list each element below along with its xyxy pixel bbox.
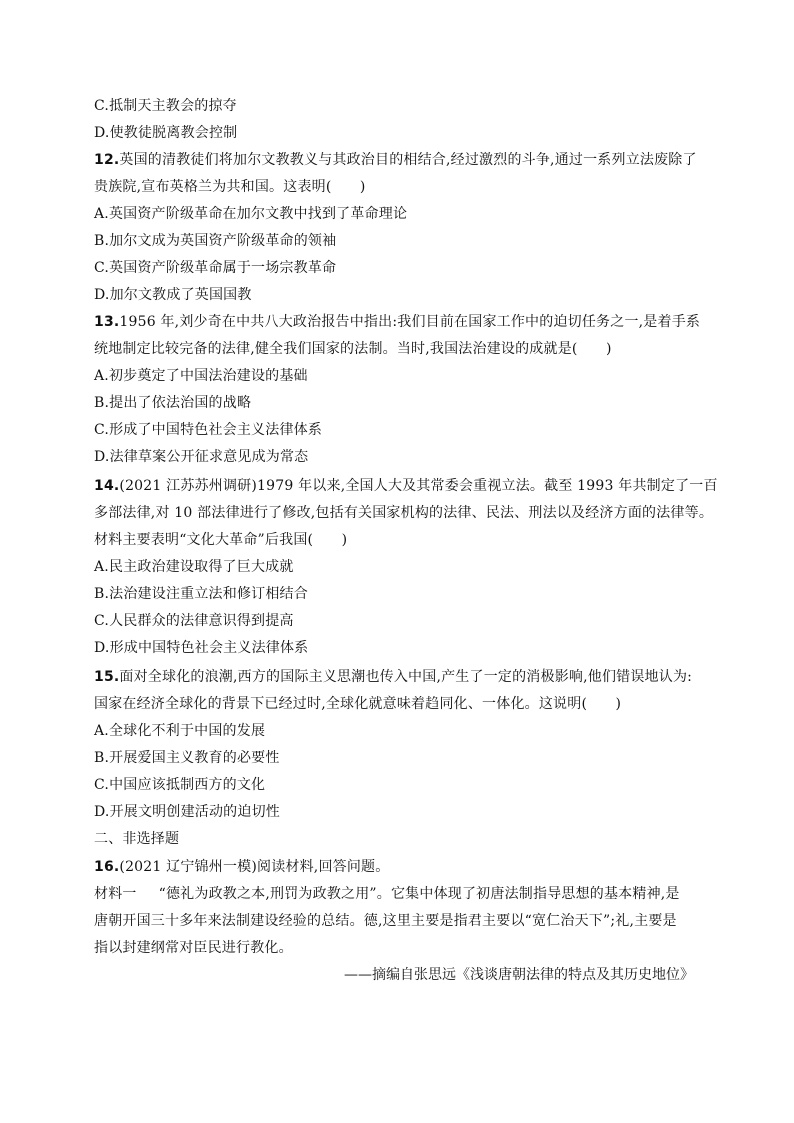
- q13-option-a: A.初步奠定了中国法治建设的基础: [94, 368, 308, 384]
- q13-option-d: D.法律草案公开征求意见成为常态: [94, 449, 309, 465]
- q11-option-c: C.抵制天主教会的掠夺: [94, 98, 237, 114]
- q14-stem-line3: 材料主要表明“文化大革命”后我国( ): [94, 532, 348, 548]
- q12-number: 12.: [94, 152, 120, 168]
- q15-option-d: D.开展文明创建活动的迫切性: [94, 804, 280, 820]
- section-heading: 二、非选择题: [94, 831, 180, 847]
- q13-number: 13.: [94, 314, 120, 330]
- q12-stem-text1: 英国的清教徒们将加尔文教教义与其政治目的相结合,经过激烈的斗争,通过一系列立法废除了: [119, 152, 697, 168]
- q11-option-d: D.使教徒脱离教会控制: [94, 125, 238, 141]
- q12-option-b: B.加尔文成为英国资产阶级革命的领袖: [94, 233, 337, 249]
- q12-option-d: D.加尔文教成了英国国教: [94, 287, 252, 303]
- q16-material-line3: 指以封建纲常对臣民进行教化。: [94, 940, 293, 956]
- q15-stem-line1: [94, 667, 692, 687]
- q14-option-a: A.民主政治建设取得了巨大成就: [94, 559, 294, 575]
- q16-material-text1: “德礼为政教之本,刑罚为政教之用”。它集中体现了初唐法制指导思想的基本精神,是: [158, 886, 680, 902]
- q14-option-b: B.法治建设注重立法和修订相结合: [94, 586, 308, 602]
- q13-option-b: B.提出了依法治国的战略: [94, 395, 252, 411]
- q16-material-label: 材料一: [94, 886, 137, 902]
- q14-stem-line1: [94, 476, 718, 496]
- q16-material-line1: [94, 884, 680, 904]
- q12-stem-line1: [94, 150, 697, 170]
- q14-option-c: C.人民群众的法律意识得到提高: [94, 613, 294, 629]
- q16-material-line2: 唐朝开国三十多年来法制建设经验的总结。德,这里主要是指君主要以“宽仁治天下”;礼,主要是: [94, 913, 677, 929]
- q16-stem-text1: (2021 辽宁锦州一模)阅读材料,回答问题。: [119, 859, 390, 875]
- q13-option-c: C.形成了中国特色社会主义法律体系: [94, 422, 323, 438]
- q16-number: 16.: [94, 859, 120, 875]
- q12-stem-line2: 贵族院,宣布英格兰为共和国。这表明( ): [94, 179, 366, 195]
- q14-stem-text1: (2021 江苏苏州调研)1979 年以来,全国人大及其常委会重视立法。截至 1993 年共制定了一百: [119, 478, 718, 494]
- q13-stem-text1: 1956 年,刘少奇在中共八大政治报告中指出:我们目前在国家工作中的迫切任务之一,是着手系: [119, 314, 701, 330]
- q12-option-a: A.英国资产阶级革命在加尔文教中找到了革命理论: [94, 206, 408, 222]
- q15-option-a: A.全球化不利于中国的发展: [94, 723, 266, 739]
- q15-option-c: C.中国应该抵制西方的文化: [94, 777, 266, 793]
- q15-stem-line2: 国家在经济全球化的背景下已经过时,全球化就意味着趋同化、一体化。这说明( ): [94, 696, 622, 712]
- q14-option-d: D.形成中国特色社会主义法律体系: [94, 640, 309, 656]
- q16-material-source: ——摘编自张思远《浅谈唐朝法律的特点及其历史地位》: [344, 967, 694, 983]
- q16-stem-line1: [94, 857, 389, 877]
- q13-stem-line1: [94, 312, 700, 332]
- q15-option-b: B.开展爱国主义教育的必要性: [94, 750, 280, 766]
- q15-number: 15.: [94, 669, 120, 685]
- q14-number: 14.: [94, 478, 120, 494]
- q14-stem-line2: 多部法律,对 10 部法律进行了修改,包括有关国家机构的法律、民法、刑法以及经济方面的法律等。: [94, 505, 714, 521]
- q12-option-c: C.英国资产阶级革命属于一场宗教革命: [94, 260, 337, 276]
- q13-stem-line2: 统地制定比较完备的法律,健全我们国家的法制。当时,我国法治建设的成就是( ): [94, 341, 612, 357]
- q15-stem-text1: 面对全球化的浪潮,西方的国际主义思潮也传入中国,产生了一定的消极影响,他们错误地认为:: [119, 669, 693, 685]
